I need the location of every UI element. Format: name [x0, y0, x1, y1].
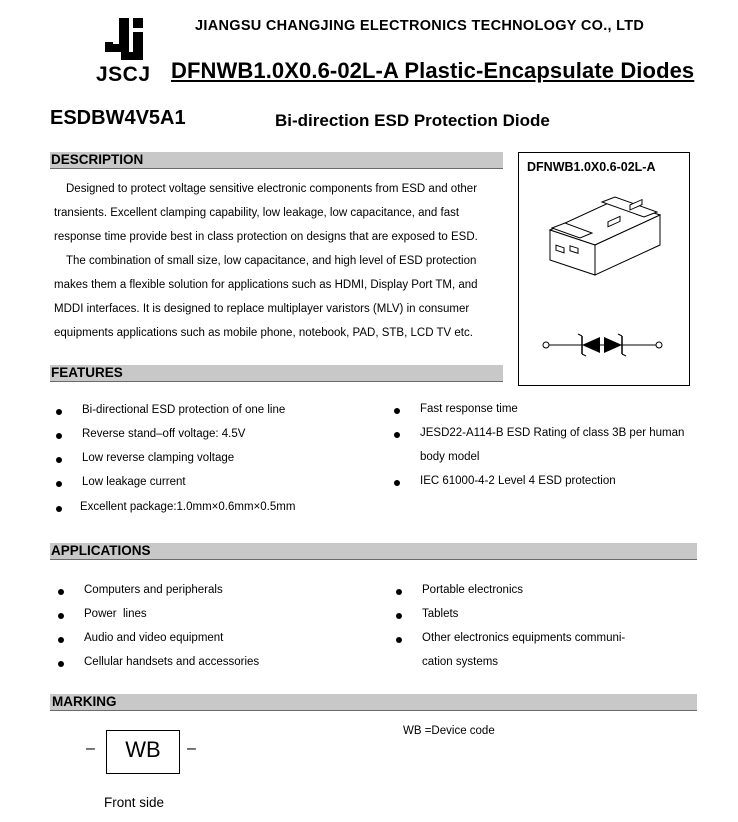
diode-symbol-icon: [540, 330, 665, 360]
package-drawing-icon: [540, 190, 670, 285]
bullet-icon: [58, 637, 64, 643]
application-text: cation systems: [422, 656, 499, 668]
description-line: equipments applications such as mobile phone, notebook, PAD, STB, LCD TV etc.: [54, 327, 473, 339]
feature-text: Fast response time: [420, 403, 518, 415]
bullet-icon: [58, 589, 64, 595]
part-number: ESDBW4V5A1: [50, 107, 186, 129]
feature-text: Reverse stand–off voltage: 4.5V: [82, 428, 246, 440]
feature-text: Low leakage current: [82, 476, 186, 488]
application-text: Computers and peripherals: [84, 584, 223, 596]
company-name: JIANGSU CHANGJING ELECTRONICS TECHNOLOGY CO., LTD: [195, 18, 645, 34]
bullet-icon: [394, 432, 400, 438]
feature-text: Low reverse clamping voltage: [82, 452, 235, 464]
marking-code: WB: [125, 737, 161, 762]
product-subtitle: Bi-direction ESD Protection Diode: [275, 111, 550, 130]
applications-heading: APPLICATIONS: [51, 543, 151, 558]
bullet-icon: [396, 589, 402, 595]
application-text: Portable electronics: [422, 584, 523, 596]
package-title: DFNWB1.0X0.6-02L-A: [527, 160, 656, 174]
logo-text: JSCJ: [96, 63, 151, 86]
feature-text: body model: [420, 451, 480, 463]
bullet-icon: [56, 409, 62, 415]
application-text: Cellular handsets and accessories: [84, 656, 260, 668]
marking-legend: WB =Device code: [403, 725, 495, 737]
feature-text: Bi-directional ESD protection of one line: [82, 404, 286, 416]
application-text: Power lines: [84, 608, 147, 620]
bullet-icon: [394, 480, 400, 486]
description-text: [54, 177, 500, 345]
marking-dash-right: –: [187, 740, 196, 757]
description-line: makes them a flexible solution for applications such as HDMI, Display Port TM, and: [54, 279, 478, 291]
description-line: response time provide best in class protection on designs that are exposed to ESD.: [54, 231, 478, 243]
bullet-icon: [56, 433, 62, 439]
marking-heading: MARKING: [52, 694, 117, 709]
description-line: transients. Excellent clamping capability, low leakage, low capacitance, and fast: [54, 207, 460, 219]
feature-text: IEC 61000-4-2 Level 4 ESD protection: [420, 475, 616, 487]
bullet-icon: [56, 506, 62, 512]
feature-text: Excellent package:1.0mm×0.6mm×0.5mm: [80, 501, 296, 513]
application-text: Tablets: [422, 608, 459, 620]
bullet-icon: [396, 637, 402, 643]
description-line: MDDI interfaces. It is designed to replace multiplayer varistors (MLV) in consumer: [54, 303, 470, 315]
bullet-icon: [56, 457, 62, 463]
feature-text: JESD22-A114-B ESD Rating of class 3B per human: [420, 427, 685, 439]
description-heading: DESCRIPTION: [51, 152, 144, 167]
bullet-icon: [56, 481, 62, 487]
application-text: Other electronics equipments communi-: [422, 632, 626, 644]
bullet-icon: [394, 408, 400, 414]
features-heading: FEATURES: [51, 365, 123, 380]
bullet-icon: [58, 613, 64, 619]
description-line: Designed to protect voltage sensitive electronic components from ESD and other: [66, 183, 478, 195]
application-text: Audio and video equipment: [84, 632, 224, 644]
bullet-icon: [58, 661, 64, 667]
document-title: DFNWB1.0X0.6-02L-A Plastic-Encapsulate Diodes: [171, 58, 695, 83]
bullet-icon: [396, 613, 402, 619]
marking-dash-left: –: [86, 740, 95, 757]
description-line: The combination of small size, low capacitance, and high level of ESD protection: [66, 255, 477, 267]
marking-bar: [50, 694, 697, 711]
marking-side-label: Front side: [104, 795, 165, 810]
